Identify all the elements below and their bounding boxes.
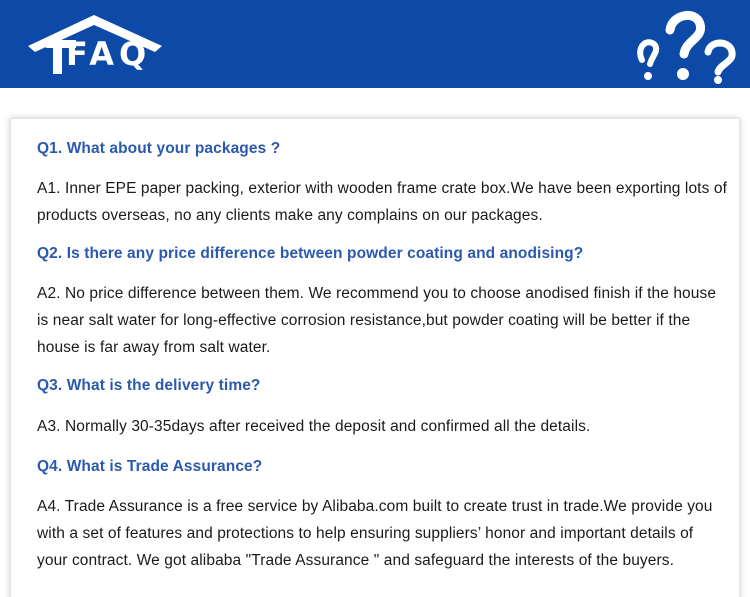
faq-question-4: Q4. What is Trade Assurance? xyxy=(37,458,263,475)
faq-question-1: Q1. What about your packages ? xyxy=(37,140,281,157)
faq-item-4 xyxy=(37,457,727,574)
faq-item-3 xyxy=(37,376,727,440)
faq-header-banner xyxy=(0,0,750,88)
faq-answer-2: A2. No price difference between them. We recommend you to choose anodised finish if the house is near salt water for long-effective corrosion resistance,but powder coating will be better if the house is far away from salt water. xyxy=(37,285,717,356)
faq-answer-4: A4. Trade Assurance is a free service by Alibaba.com built to create trust in trade.We provide you with a set of features and protections to help ensuring suppliers’ honor and important details of your contract. We got alibaba "Trade Assurance " and safeguard the interests of the buyers. xyxy=(37,498,713,569)
faq-answer-1: A1. Inner EPE paper packing, exterior with wooden frame crate box.We have been exporting lots of products overseas, no any clients make any complains on our packages. xyxy=(37,180,727,224)
faq-answer-3: A3. Normally 30-35days after received the deposit and confirmed all the details. xyxy=(37,418,591,435)
faq-question-3: Q3. What is the delivery time? xyxy=(37,377,261,394)
faq-question-2: Q2. Is there any price difference between powder coating and anodising? xyxy=(37,245,584,262)
faq-list xyxy=(37,139,727,574)
faq-logo-text: FAQ xyxy=(66,35,152,73)
question-marks-icon xyxy=(634,8,738,84)
faq-item-2 xyxy=(37,244,727,361)
faq-card xyxy=(10,118,740,597)
faq-item-1 xyxy=(37,139,727,229)
